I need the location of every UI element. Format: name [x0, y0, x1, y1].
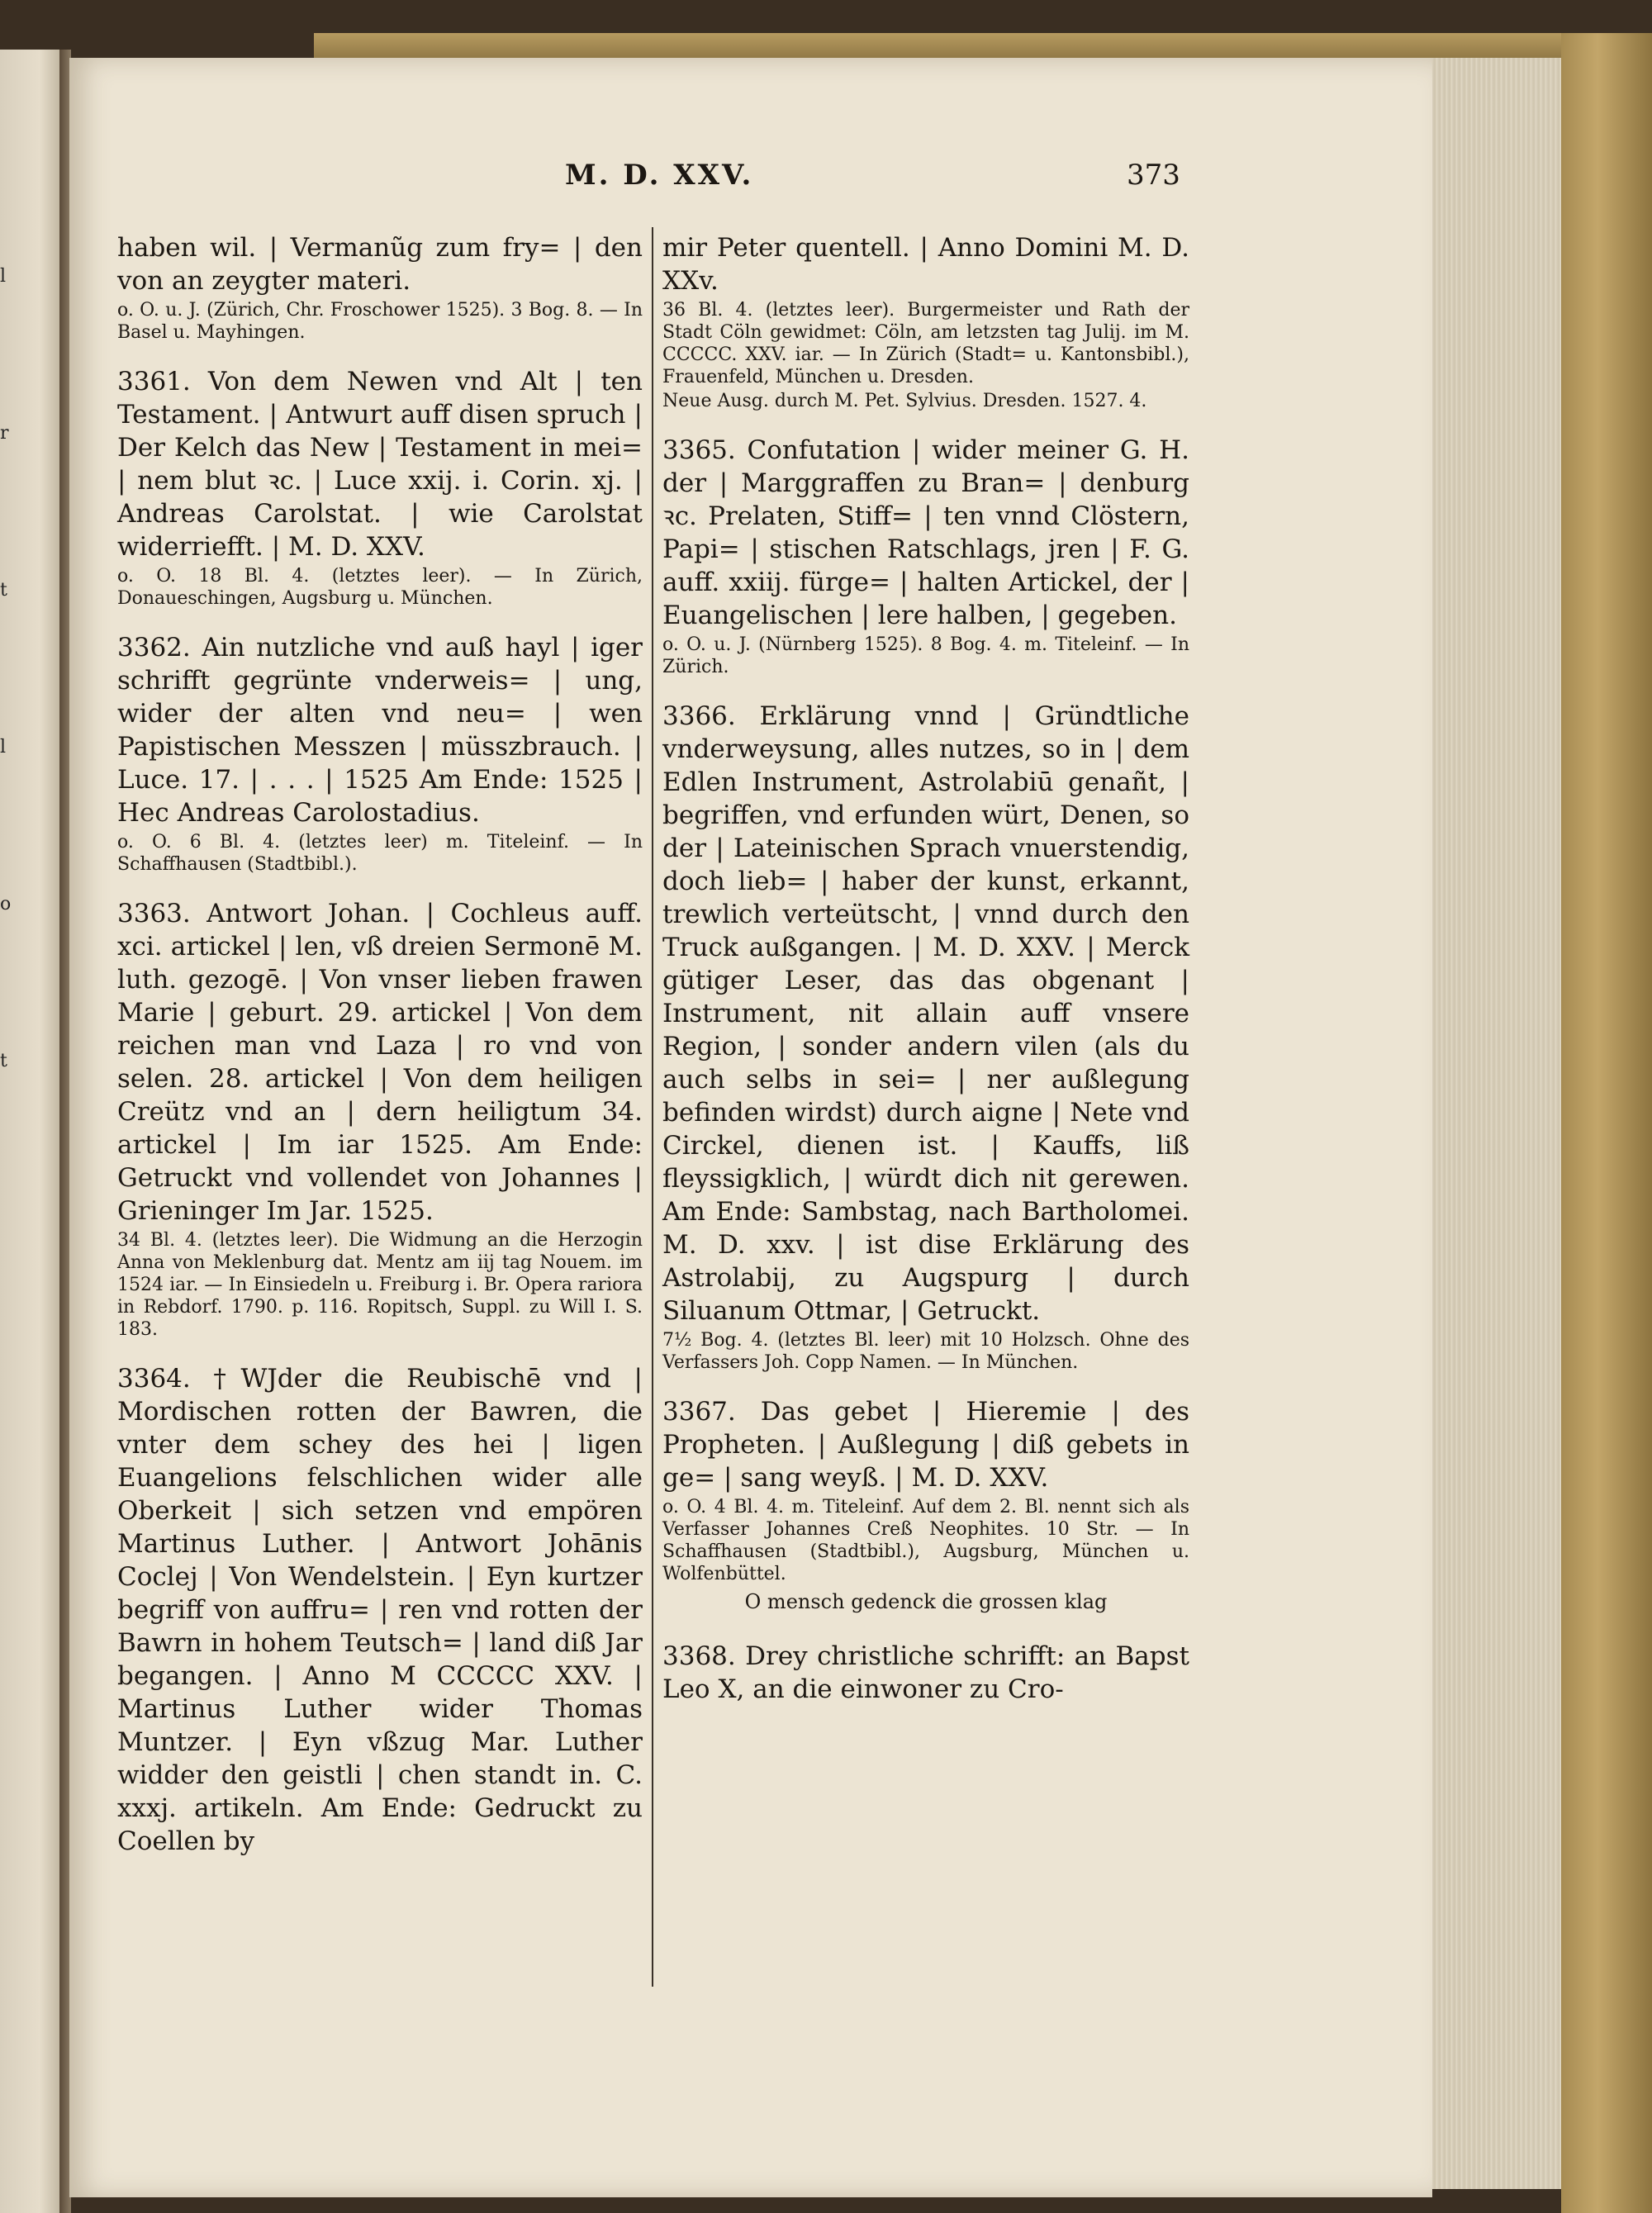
entry-continuation: [117, 231, 643, 344]
entry-title: haben wil. | Vermanũg zum fry= | den von an zeygter materi.: [117, 233, 643, 296]
left-edge-mark: l: [0, 266, 7, 287]
entry-note: o. O. 6 Bl. 4. (letztes leer) m. Titeleinf. — In Schaffhausen (Stadtbibl.).: [117, 832, 643, 875]
column-divider: [652, 227, 653, 1987]
left-column: [117, 231, 643, 1879]
book-cover-board: [1561, 33, 1652, 2213]
entry-3368: [662, 1640, 1189, 1706]
entry-3362: [117, 631, 643, 876]
entry-title: mir Peter quentell. | Anno Domini M. D. XXv.: [662, 233, 1189, 296]
entry-3364: [117, 1362, 643, 1858]
entry-note: o. O. u. J. (Zürich, Chr. Froschower 1525). 3 Bog. 8. — In Basel u. Mayhingen.: [117, 300, 643, 343]
entry-3363: [117, 897, 643, 1341]
entry-3365: [662, 434, 1189, 678]
entry-3361: [117, 365, 643, 610]
entry-note: 7½ Bog. 4. (letztes Bl. leer) mit 10 Holzsch. Ohne des Verfassers Joh. Copp Namen. — In München.: [662, 1330, 1189, 1373]
entry-note-new-edition: Neue Ausg. durch M. Pet. Sylvius. Dresden. 1527. 4.: [662, 391, 1147, 411]
entry-title: 3368. Drey christliche schrifft: an Bapst Leo X, an die einwoner zu Cro-: [662, 1641, 1189, 1704]
entry-title: 3364. †WJder die Reubischē vnd | Mordischen rotten der Bawren, die vnter dem schey des hei | ligen Euangelions felschlichen wider alle Oberkeit | sich setzen vnd empören Martinus Luther. | Antwort Johānis Coclej | Von Wendelstein. | Eyn kurtzer begriff von auffru= | ren vnd rotten der Bawrn in hohem Teutsch= | land diß Jar begangen. | Anno M CCCCC XXV. | Martinus Luther wider Thomas Muntzer. | Eyn vßzug Mar. Luther widder den geistli | chen standt in. C. xxxj. artikeln. Am Ende: Gedruckt zu Coellen by: [117, 1364, 643, 1856]
entry-3364-continuation: [662, 231, 1189, 412]
entry-note: 34 Bl. 4. (letztes leer). Die Widmung an die Herzogin Anna von Meklenburg dat. Mentz am iij tag Nouem. im 1524 iar. — In Einsiedeln u. Freiburg i. Br. Opera rariora in Rebdorf. 1790. p. 116. Ropitsch, Suppl. zu Will I. S. 183.: [117, 1230, 643, 1340]
left-edge-mark: t: [0, 1051, 7, 1071]
left-edge-mark: t: [0, 580, 7, 601]
entry-title: 3366. Erklärung vnnd | Gründtliche vnderweysung, alles nutzes, so in | dem Edlen Instrument, Astrolabiū genañt, | begriffen, vnd erfunden würt, Denen, so der | Lateinischen Sprach vnuerstendig, doch lieb= | haber der kunst, erkannt, trewlich verteütscht, | vnnd durch den Truck außgangen. | M. D. XXV. | Merck gütiger Leser, das das obgenant | Instrument, nit allain auff vnsere Region, | sonder andern vilen (als du auch selbs in sei= | ner außlegung befinden wirdst) durch aigne | Nete vnd Circkel, dienen ist. | Kauffs, liß fleyssigklich, | würdt dich nit gerewen. Am Ende: Sambstag, nach Bartholomei. M. D. xxv. | ist dise Erklärung des Astrolabij, zu Augspurg | durch Siluanum Ottmar, | Getruckt.: [662, 701, 1189, 1326]
entry-verse-line: O mensch gedenck die grossen klag: [744, 1590, 1108, 1613]
left-page-edge-marks: [0, 198, 15, 1140]
entry-note: o. O. u. J. (Nürnberg 1525). 8 Bog. 4. m. Titeleinf. — In Zürich.: [662, 634, 1189, 677]
entry-note: o. O. 4 Bl. 4. m. Titeleinf. Auf dem 2. Bl. nennt sich als Verfasser Johannes Creß Neophites. 10 Str. — In Schaffhausen (Stadtbibl.), Augsburg, München u. Wolfenbüttel.: [662, 1497, 1189, 1584]
entry-title: 3361. Von dem Newen vnd Alt | ten Testament. | Antwurt auff disen spruch | Der Kelch das New | Testament in mei= | nem blut ꝛc. | Luce xxij. i. Corin. xj. | Andreas Carolstat. | wie Carolstat widerriefft. | M. D. XXV.: [117, 367, 643, 562]
entry-title: 3363. Antwort Johan. | Cochleus auff. xci. artickel | len, vß dreien Sermonē M. luth. gezogē. | Von vnser lieben frawen Marie | geburt. 29. artickel | Von dem reichen man vnd Laza | ro vnd von selen. 28. artickel | Von dem heiligen Creütz vnd an | dern heiligtum 34. artickel | Im iar 1525. Am Ende: Getruckt vnd vollendet von Johannes | Grieninger Im Jar. 1525.: [117, 899, 643, 1226]
running-header: [69, 159, 1432, 200]
entry-title: 3367. Das gebet | Hieremie | des Propheten. | Außlegung | diß gebets in ge= | sang weyß. | M. D. XXV.: [662, 1397, 1189, 1493]
entry-note: 36 Bl. 4. (letztes leer). Burgermeister und Rath der Stadt Cöln gewidmet: Cöln, am letzsten tag Julij. im M. CCCCC. XXV. iar. — In Zürich (Stadt= u. Kantonsbibl.), Frauenfeld, München u. Dresden.: [662, 300, 1189, 387]
left-edge-mark: o: [0, 894, 12, 914]
page-number: 373: [1127, 159, 1180, 192]
left-edge-mark: r: [0, 423, 9, 444]
entry-title: 3362. Ain nutzliche vnd auß hayl | iger schrifft gegrünte vnderweis= | ung, wider der alten vnd neu= | wen Papistischen Messzen | müsszbrauch. | Luce. 17. | . . . | 1525 Am Ende: 1525 | Hec Andreas Carolostadius.: [117, 633, 643, 828]
right-column: [662, 231, 1189, 1727]
page-block-edges: [1432, 58, 1564, 2189]
entry-title: 3365. Confutation | wider meiner G. H. der | Marggraffen zu Bran= | denburg ꝛc. Prelaten, Stiff= | ten vnnd Clöstern, Papi= | stischen Ratschlags, jren | F. G. auff. xxiij. fürge= | halten Artickel, der | Euangelischen | lere halben, | gegeben.: [662, 435, 1189, 630]
entry-note: o. O. 18 Bl. 4. (letztes leer). — In Zürich, Donaueschingen, Augsburg u. München.: [117, 566, 643, 609]
header-title: M. D. XXV.: [565, 159, 754, 192]
left-edge-mark: l: [0, 737, 7, 757]
entry-3367: [662, 1395, 1189, 1618]
book-cover-top: [314, 33, 1569, 59]
entry-3366: [662, 700, 1189, 1374]
